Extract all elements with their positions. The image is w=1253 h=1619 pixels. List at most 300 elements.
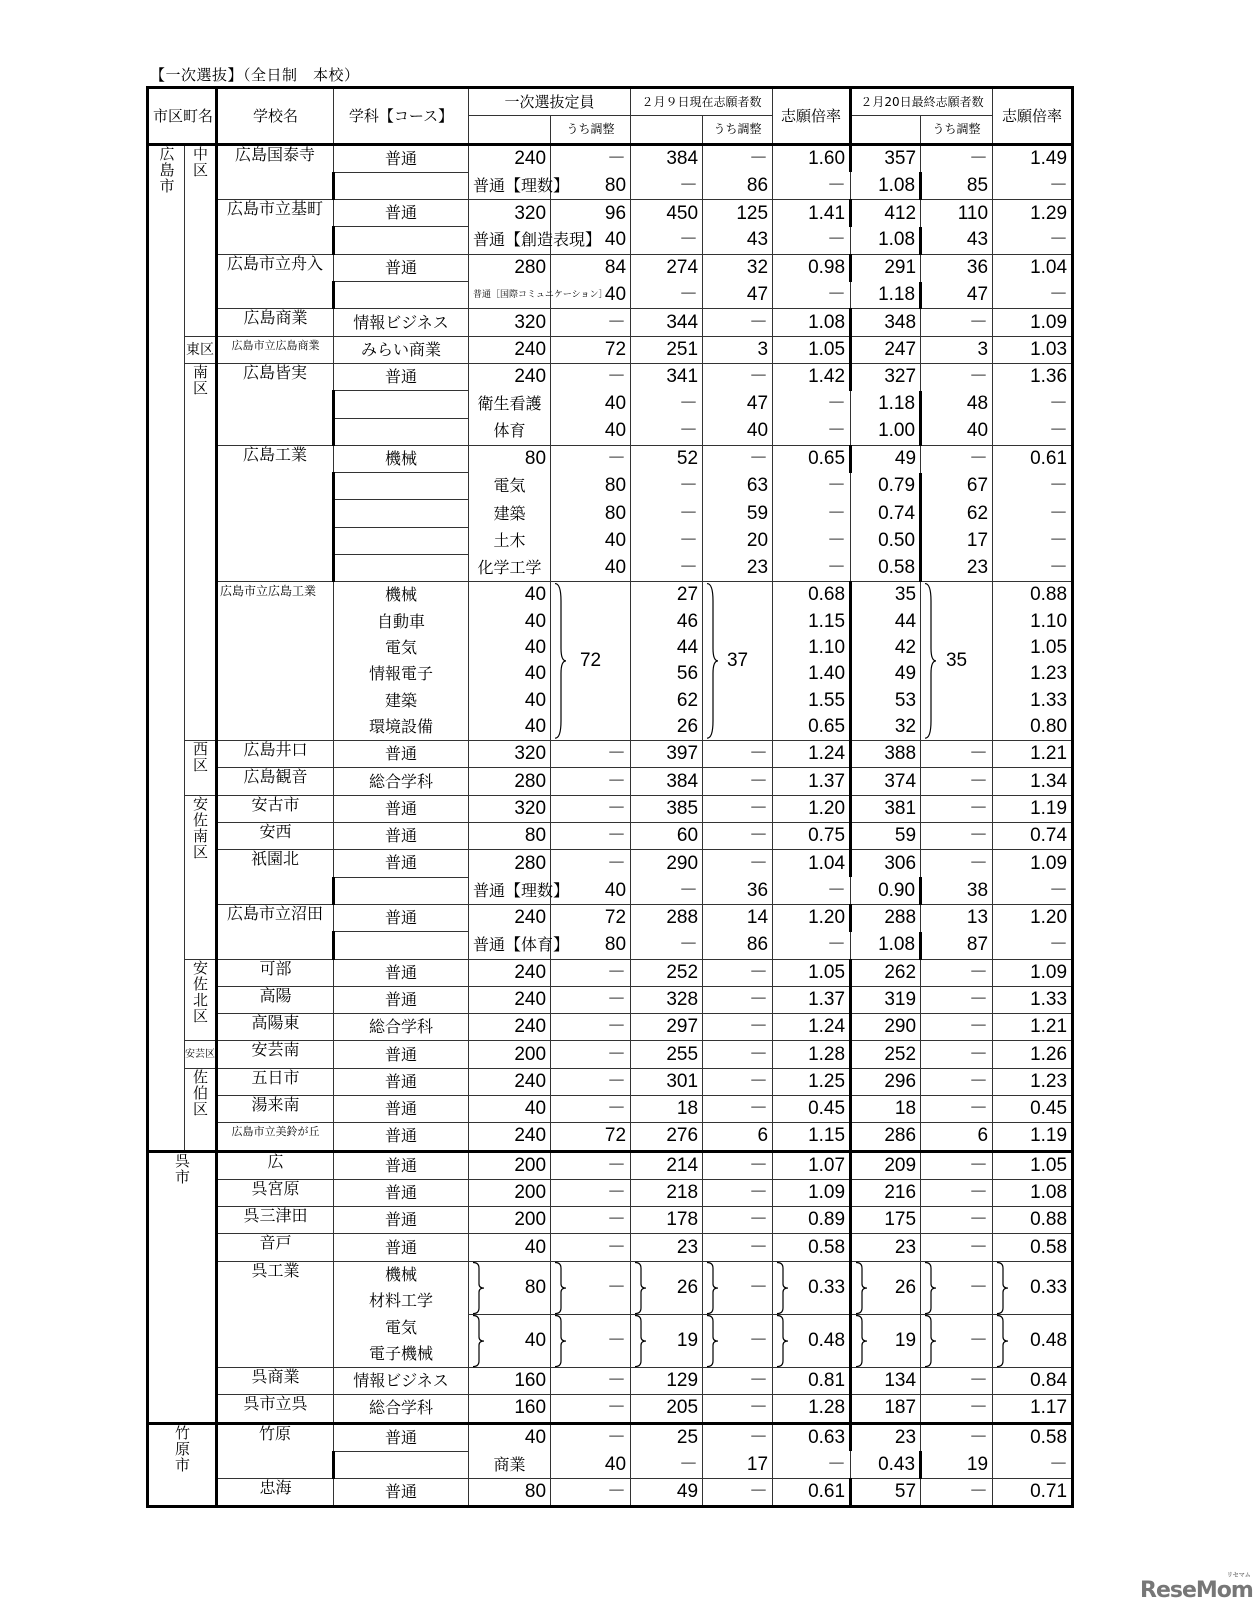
feb9-applicants: 60 [631, 823, 703, 850]
feb20-applicants: 381 [851, 795, 921, 822]
capacity-adj-value: － [551, 1068, 631, 1095]
feb9-applicants: 36 [703, 877, 773, 904]
capacity-adj-value: － [551, 363, 631, 390]
course-name: 材料工学 [334, 1288, 469, 1314]
feb9-ratio: 1.20 [773, 904, 851, 931]
feb9-applicants: 19 [631, 1314, 703, 1367]
course-name: 普通 [334, 904, 469, 931]
feb20-applicants: 48 [921, 391, 993, 418]
brace-icon [995, 1262, 1009, 1314]
school-name: 高陽 [217, 986, 334, 1013]
feb9-adj-value: － [703, 1314, 773, 1367]
feb9-applicants: 86 [703, 172, 773, 199]
feb20-adj-value: － [921, 768, 993, 795]
feb9-applicants: 20 [703, 527, 773, 554]
brace-icon [705, 1315, 719, 1367]
header-capacity-adj: うち調整 [551, 116, 631, 144]
feb9-applicants: 214 [631, 1151, 703, 1179]
school-name: 広島市立舟入 [217, 254, 334, 309]
feb20-ratio: 1.49 [993, 144, 1073, 172]
course-name: 普通 [334, 1041, 469, 1068]
feb9-ratio: 0.63 [773, 1423, 851, 1451]
capacity-adj-value: － [631, 172, 703, 199]
course-name: 情報ビジネス [334, 1367, 469, 1394]
school-name: 広島市立基町 [217, 200, 334, 255]
school-name: 音戸 [217, 1234, 334, 1261]
capacity-value: 80 [469, 1479, 551, 1507]
school-name: 忠海 [217, 1479, 334, 1507]
feb9-applicants: 49 [631, 1479, 703, 1507]
feb20-ratio: 0.74 [993, 823, 1073, 850]
course-name: 普通 [334, 1234, 469, 1261]
feb9-adj-value: － [703, 1367, 773, 1394]
feb20-applicants: 23 [851, 1423, 921, 1451]
school-name [334, 391, 469, 418]
capacity-adj-value: － [551, 1041, 631, 1068]
feb9-applicants: 44 [631, 635, 703, 661]
capacity-adj-value: － [551, 1095, 631, 1122]
feb20-ratio: 0.80 [993, 714, 1073, 741]
brace-icon [633, 1315, 647, 1367]
feb9-ratio: 1.05 [773, 959, 851, 986]
feb20-ratio: 0.48 [993, 1314, 1073, 1367]
feb20-adj-value: 110 [921, 200, 993, 227]
table-row [148, 768, 1073, 795]
school-name [334, 500, 469, 527]
brace-icon [705, 582, 719, 740]
header-course: 学科【コース】 [334, 88, 469, 145]
feb20-applicants: 288 [851, 904, 921, 931]
header-school: 学校名 [217, 88, 334, 145]
table-row [148, 1395, 1073, 1423]
feb20-adj-value: － [993, 473, 1073, 500]
feb20-ratio: 0.45 [993, 1095, 1073, 1122]
school-name: 広島市立美鈴が丘 [217, 1123, 334, 1151]
city-hiroshima: 広島市 [148, 144, 185, 1151]
feb20-applicants: 175 [851, 1207, 921, 1234]
feb9-applicants: 26 [631, 714, 703, 741]
feb9-ratio: 0.90 [851, 877, 921, 904]
school-name: 広島井口 [217, 741, 334, 768]
course-name: 電気 [469, 473, 551, 500]
table-row [148, 254, 1073, 281]
course-name: 普通 [334, 1423, 469, 1451]
feb9-ratio: 1.08 [851, 932, 921, 959]
feb9-adj-value: － [773, 932, 851, 959]
feb9-adj-value: － [703, 1261, 773, 1314]
capacity-value: 80 [551, 500, 631, 527]
school-name [334, 877, 469, 904]
feb20-applicants: 286 [851, 1123, 921, 1151]
brace-icon [471, 1315, 485, 1367]
course-name: 普通 [334, 1179, 469, 1206]
feb20-applicants: 38 [921, 877, 993, 904]
feb20-applicants: 357 [851, 144, 921, 172]
feb9-ratio: 1.55 [773, 688, 851, 714]
feb9-applicants: 274 [631, 254, 703, 281]
capacity-value: 40 [551, 555, 631, 582]
feb20-ratio: 1.36 [993, 363, 1073, 390]
header-feb20-adj: うち調整 [921, 116, 993, 144]
feb9-applicants: 47 [703, 282, 773, 309]
feb20-applicants: 23 [921, 555, 993, 582]
feb9-applicants: 63 [703, 473, 773, 500]
feb9-adj-value: － [773, 473, 851, 500]
feb20-applicants: 247 [851, 336, 921, 363]
feb9-adj-value: － [703, 445, 773, 472]
course-name: 普通［国際コミュニケーション］ [469, 282, 551, 309]
capacity-value: 240 [469, 959, 551, 986]
feb9-ratio: 1.15 [773, 609, 851, 635]
feb9-ratio: 0.58 [773, 1234, 851, 1261]
feb9-adj-value: － [703, 1234, 773, 1261]
table-row [148, 200, 1073, 227]
feb9-ratio: 1.09 [773, 1179, 851, 1206]
course-name: 普通 [334, 144, 469, 172]
feb20-ratio: 0.61 [993, 445, 1073, 472]
brace-icon [553, 1315, 567, 1367]
feb9-adj-value: － [703, 1395, 773, 1423]
table-row [148, 1207, 1073, 1234]
city-kure: 呉市 [148, 1151, 217, 1423]
feb9-applicants: 17 [703, 1451, 773, 1478]
table-row [148, 1367, 1073, 1394]
feb20-ratio: 1.20 [993, 904, 1073, 931]
feb20-applicants: 23 [851, 1234, 921, 1261]
capacity-adj-value: － [551, 768, 631, 795]
course-name: 普通 [334, 1123, 469, 1151]
capacity-value: 40 [469, 1234, 551, 1261]
capacity-value: 320 [469, 741, 551, 768]
feb9-adj-value: － [703, 850, 773, 877]
capacity-adj-value: － [551, 1367, 631, 1394]
capacity-value: 40 [469, 714, 551, 741]
capacity-adj-value: 72 [551, 336, 631, 363]
course-name: 普通 [334, 1207, 469, 1234]
capacity-value: 240 [469, 1068, 551, 1095]
feb9-applicants: 218 [631, 1179, 703, 1206]
school-name: 五日市 [217, 1068, 334, 1095]
capacity-value: 80 [551, 172, 631, 199]
capacity-adj-value: － [551, 1234, 631, 1261]
school-name: 広島国泰寺 [217, 144, 334, 200]
feb20-adj-value: － [921, 144, 993, 172]
feb20-applicants: 19 [921, 1451, 993, 1478]
table-row [148, 1041, 1073, 1068]
capacity-value: 40 [469, 635, 551, 661]
course-name: 普通 [334, 959, 469, 986]
school-name: 湯来南 [217, 1095, 334, 1122]
feb20-ratio: 0.88 [993, 1207, 1073, 1234]
school-name: 安古市 [217, 795, 334, 822]
feb20-ratio: 1.09 [993, 850, 1073, 877]
feb9-adj-value: － [773, 1451, 851, 1478]
capacity-adj-value: － [551, 1151, 631, 1179]
capacity-adj-value: － [551, 1479, 631, 1507]
feb9-adj-value: 125 [703, 200, 773, 227]
capacity-adj-value: － [631, 877, 703, 904]
feb20-applicants: 290 [851, 1014, 921, 1041]
school-name: 広島市立広島商業 [217, 336, 334, 363]
feb20-adj-value: － [993, 555, 1073, 582]
course-name: 電子機械 [334, 1341, 469, 1368]
feb9-adj-value: － [703, 1423, 773, 1451]
capacity-value: 320 [469, 309, 551, 336]
capacity-adj-value: － [631, 418, 703, 445]
feb9-ratio: 1.24 [773, 741, 851, 768]
course-name: 機械 [334, 445, 469, 472]
feb9-ratio: 1.00 [851, 418, 921, 445]
course-name: 体育 [469, 418, 551, 445]
feb20-ratio: 0.71 [993, 1479, 1073, 1507]
course-name: 普通【体育】 [469, 932, 551, 959]
feb9-adj-value: － [773, 877, 851, 904]
brace-icon [553, 582, 567, 740]
school-name: 広島工業 [217, 445, 334, 581]
feb9-applicants: 43 [703, 227, 773, 254]
school-name: 広 [217, 1151, 334, 1179]
feb9-adj-value: － [703, 986, 773, 1013]
feb20-adj-value: － [921, 795, 993, 822]
capacity-adj-value: － [631, 500, 703, 527]
course-name: 情報電子 [334, 661, 469, 687]
feb9-applicants: 25 [631, 1423, 703, 1451]
feb9-adj-value: 32 [703, 254, 773, 281]
feb9-applicants: 288 [631, 904, 703, 931]
feb20-ratio: 1.09 [993, 959, 1073, 986]
feb9-applicants: 46 [631, 609, 703, 635]
feb20-adj-value: － [993, 282, 1073, 309]
feb20-adj-value: － [921, 1014, 993, 1041]
capacity-adj-value: － [551, 445, 631, 472]
capacity-adj-value: 72 [551, 1123, 631, 1151]
course-name: 総合学科 [334, 768, 469, 795]
course-name: 普通 [334, 795, 469, 822]
feb9-applicants: 178 [631, 1207, 703, 1234]
capacity-value: 240 [469, 1014, 551, 1041]
school-name [334, 527, 469, 554]
capacity-adj-value: － [631, 527, 703, 554]
capacity-adj-value: － [551, 1207, 631, 1234]
course-name: 総合学科 [334, 1395, 469, 1423]
feb20-adj-value: － [993, 172, 1073, 199]
ward-asakita: 安佐北区 [185, 959, 217, 1041]
capacity-adj-value: － [631, 1451, 703, 1478]
header-feb20: ２月20日最終志願者数 [851, 88, 993, 116]
course-name: 普通 [334, 741, 469, 768]
feb9-ratio: 1.18 [851, 282, 921, 309]
brace-icon [995, 1315, 1009, 1367]
capacity-value: 40 [469, 582, 551, 609]
capacity-adj-value: 96 [551, 200, 631, 227]
capacity-adj-value: － [551, 1014, 631, 1041]
feb20-adj-value: － [921, 1314, 993, 1367]
feb9-applicants: 297 [631, 1014, 703, 1041]
capacity-value: 40 [469, 688, 551, 714]
capacity-value: 320 [469, 795, 551, 822]
header-feb9-adj: うち調整 [703, 116, 773, 144]
capacity-value: 40 [469, 609, 551, 635]
feb20-adj-value: 13 [921, 904, 993, 931]
feb9-adj-value: － [703, 1207, 773, 1234]
feb9-ratio: 0.43 [851, 1451, 921, 1478]
feb20-ratio: 1.34 [993, 768, 1073, 795]
capacity-value: 40 [551, 282, 631, 309]
feb9-applicants: 385 [631, 795, 703, 822]
capacity-value: 40 [469, 1095, 551, 1122]
feb9-applicants: 341 [631, 363, 703, 390]
brace-icon [923, 1315, 937, 1367]
feb9-adj-value: － [703, 1179, 773, 1206]
capacity-value: 240 [469, 336, 551, 363]
feb9-applicants: 18 [631, 1095, 703, 1122]
capacity-adj-group: 72 [551, 582, 631, 741]
header-capacity: 一次選抜定員 [469, 88, 631, 116]
table-row [148, 309, 1073, 336]
capacity-value: 40 [551, 227, 631, 254]
table-row [148, 582, 1073, 609]
feb20-applicants: 19 [851, 1314, 921, 1367]
feb9-applicants: 397 [631, 741, 703, 768]
feb20-adj-value: － [921, 1423, 993, 1451]
table-row [148, 959, 1073, 986]
feb9-adj-value: 3 [703, 336, 773, 363]
capacity-value: 240 [469, 363, 551, 390]
feb9-ratio: 0.98 [773, 254, 851, 281]
feb9-applicants: 384 [631, 144, 703, 172]
feb20-applicants: 49 [851, 661, 921, 687]
feb20-adj-value: － [921, 986, 993, 1013]
capacity-adj-value: － [551, 1314, 631, 1367]
feb9-ratio: 1.07 [773, 1151, 851, 1179]
brace-icon [923, 582, 937, 740]
course-name: 電気 [334, 1314, 469, 1340]
feb9-ratio: 0.81 [773, 1367, 851, 1394]
capacity-adj-value: 84 [551, 254, 631, 281]
course-name: 環境設備 [334, 714, 469, 741]
feb9-applicants: 344 [631, 309, 703, 336]
table-row [148, 1095, 1073, 1122]
feb9-adj-value: － [703, 1095, 773, 1122]
feb9-applicants: 255 [631, 1041, 703, 1068]
ward-minami: 南区 [185, 363, 217, 740]
capacity-adj-value: － [551, 144, 631, 172]
capacity-adj-value: － [551, 1261, 631, 1314]
city-takehara: 竹原市 [148, 1423, 217, 1507]
capacity-value: 240 [469, 144, 551, 172]
course-name: 普通 [334, 1151, 469, 1179]
feb9-ratio: 1.41 [773, 200, 851, 227]
feb9-ratio: 1.25 [773, 1068, 851, 1095]
page-title: 【一次選抜】（全日制 本校） [150, 66, 360, 84]
capacity-value: 40 [469, 1314, 551, 1367]
feb9-ratio: 0.74 [851, 500, 921, 527]
capacity-adj-value: － [551, 823, 631, 850]
feb20-applicants: 57 [851, 1479, 921, 1507]
feb20-applicants: 67 [921, 473, 993, 500]
feb20-applicants: 44 [851, 609, 921, 635]
feb9-applicants: 40 [703, 418, 773, 445]
feb20-applicants: 40 [921, 418, 993, 445]
feb20-ratio: 1.21 [993, 1014, 1073, 1041]
feb20-adj-group: 35 [921, 582, 993, 741]
feb9-ratio: 1.37 [773, 986, 851, 1013]
ward-higashi: 東区 [185, 336, 217, 363]
feb9-adj-value: － [773, 500, 851, 527]
capacity-value: 240 [469, 1123, 551, 1151]
capacity-value: 200 [469, 1041, 551, 1068]
ward-naka: 中区 [185, 144, 217, 336]
capacity-adj-value: － [551, 1395, 631, 1423]
feb20-adj-value: － [921, 363, 993, 390]
header-feb9: ２月９日現在志願者数 [631, 88, 773, 116]
school-name [334, 172, 469, 199]
school-name: 呉宮原 [217, 1179, 334, 1206]
feb20-adj-value: － [993, 932, 1073, 959]
capacity-value: 40 [469, 1423, 551, 1451]
capacity-adj-value: － [551, 1179, 631, 1206]
brace-icon [854, 1315, 868, 1367]
feb20-adj-value: 6 [921, 1123, 993, 1151]
feb20-adj-value: － [993, 391, 1073, 418]
feb9-adj-value: － [703, 795, 773, 822]
feb20-adj-value: － [921, 309, 993, 336]
course-name: みらい商業 [334, 336, 469, 363]
capacity-value: 40 [551, 1451, 631, 1478]
school-name [334, 418, 469, 445]
course-name: 普通【理数】 [469, 172, 551, 199]
feb9-ratio: 1.08 [851, 227, 921, 254]
capacity-adj-value: － [631, 555, 703, 582]
feb20-adj-value: － [921, 1234, 993, 1261]
feb9-ratio: 1.20 [773, 795, 851, 822]
capacity-value: 80 [551, 932, 631, 959]
table-row [148, 741, 1073, 768]
brace-icon [633, 1262, 647, 1314]
capacity-adj-value: － [631, 282, 703, 309]
feb20-applicants: 53 [851, 688, 921, 714]
course-name: 普通 [334, 363, 469, 390]
ward-nishi: 西区 [185, 741, 217, 796]
school-name: 広島観音 [217, 768, 334, 795]
feb9-ratio: 0.50 [851, 527, 921, 554]
feb20-ratio: 1.05 [993, 1151, 1073, 1179]
capacity-value: 40 [551, 877, 631, 904]
feb20-ratio: 1.19 [993, 1123, 1073, 1151]
feb9-applicants: 52 [631, 445, 703, 472]
feb20-adj-value: － [921, 1395, 993, 1423]
capacity-adj-value: － [631, 932, 703, 959]
feb20-ratio: 1.04 [993, 254, 1073, 281]
feb20-applicants: 388 [851, 741, 921, 768]
table-row [148, 1151, 1073, 1179]
feb20-adj-value: － [921, 1261, 993, 1314]
header-municipality: 市区町名 [148, 88, 217, 145]
feb20-adj-value: － [921, 1095, 993, 1122]
capacity-value: 160 [469, 1367, 551, 1394]
feb9-adj-value: － [703, 1068, 773, 1095]
feb9-adj-value: － [703, 309, 773, 336]
feb9-applicants: 47 [703, 391, 773, 418]
feb20-adj-value: － [921, 445, 993, 472]
capacity-adj-value: － [551, 741, 631, 768]
feb20-ratio: 1.23 [993, 1068, 1073, 1095]
feb20-ratio: 1.17 [993, 1395, 1073, 1423]
course-name: 普通【創造表現】 [469, 227, 551, 254]
capacity-value: 280 [469, 850, 551, 877]
table-row [148, 795, 1073, 822]
capacity-value: 80 [469, 445, 551, 472]
